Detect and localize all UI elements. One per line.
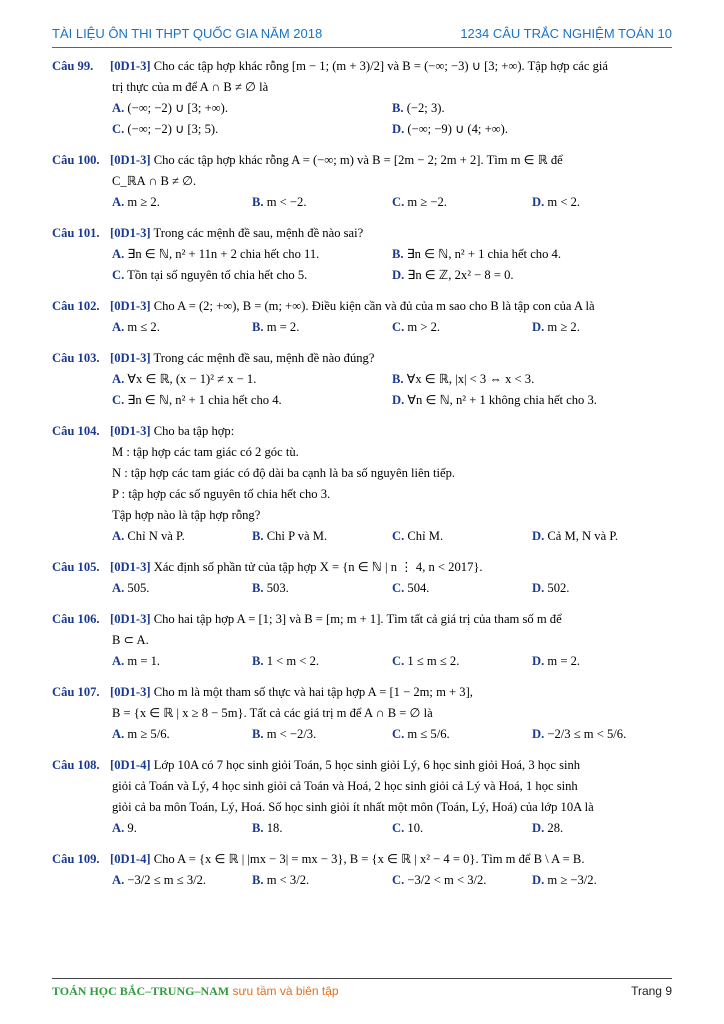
answer-option[interactable] [532, 870, 672, 891]
question-text: M : tập hợp các tam giác có 2 góc tù. [112, 445, 299, 459]
answer-option[interactable] [392, 724, 532, 745]
question-text: Cho các tập hợp khác rỗng A = (−∞; m) và B = [2m − 2; 2m + 2]. Tìm m ∈ ℝ để [153, 153, 563, 167]
option-letter: A. [112, 821, 125, 835]
question-tag: [0D1-4] [110, 852, 151, 866]
option-text: m ≥ 2. [547, 320, 580, 334]
option-letter: D. [532, 727, 545, 741]
option-text: 502. [547, 581, 570, 595]
option-text: m = 1. [127, 654, 161, 668]
answer-option[interactable] [252, 192, 392, 213]
question-tag: [0D1-3] [110, 612, 151, 626]
option-text: ∃n ∈ ℕ, n² + 1 chia hết cho 4. [406, 247, 561, 261]
answer-options [52, 317, 672, 338]
option-text: −3/2 ≤ m ≤ 3/2. [127, 873, 207, 887]
option-letter: B. [392, 247, 404, 261]
option-text: m < −2. [266, 195, 307, 209]
footer-subtitle: sưu tầm và biên tập [229, 984, 339, 998]
answer-option[interactable] [392, 818, 532, 839]
option-letter: C. [392, 581, 405, 595]
question-block [52, 348, 672, 411]
answer-option[interactable] [112, 98, 392, 119]
answer-option[interactable] [392, 526, 532, 547]
question-tag: [0D1-3] [110, 685, 151, 699]
question-block [52, 557, 672, 599]
footer-divider [52, 978, 672, 979]
option-text: (−∞; −9) ∪ (4; +∞). [407, 122, 508, 136]
page-number: Trang 9 [631, 984, 672, 998]
answer-options [52, 578, 672, 599]
option-letter: C. [392, 727, 405, 741]
question-text-line [52, 77, 672, 98]
answer-option[interactable] [112, 265, 392, 286]
answer-option[interactable] [392, 578, 532, 599]
answer-option[interactable] [112, 870, 252, 891]
question-text: P : tập hợp các số nguyên tố chia hết cho 3. [112, 487, 331, 501]
answer-option[interactable] [252, 870, 392, 891]
option-text: m < 3/2. [266, 873, 310, 887]
question-text: Cho A = {x ∈ ℝ | |mx − 3| = mx − 3}, B = {x ∈ ℝ | x² − 4 = 0}. Tìm m để B \ A = B. [153, 852, 585, 866]
question-text: Tập hợp nào là tập hợp rỗng? [112, 508, 261, 522]
question-text: Cho m là một tham số thực và hai tập hợp A = [1 − 2m; m + 3], [153, 685, 473, 699]
answer-options [52, 651, 672, 672]
question-block [52, 150, 672, 213]
option-text: 9. [127, 821, 137, 835]
answer-option[interactable] [112, 317, 252, 338]
question-text-line [52, 703, 672, 724]
option-letter: A. [112, 320, 125, 334]
option-text: ∀n ∈ ℕ, n² + 1 không chia hết cho 3. [407, 393, 597, 407]
option-text: m ≥ 2. [127, 195, 160, 209]
option-letter: B. [392, 372, 404, 386]
option-text: 505. [127, 581, 150, 595]
answer-option[interactable] [252, 818, 392, 839]
question-text-line [52, 776, 672, 797]
question-tag: [0D1-3] [110, 59, 151, 73]
answer-option[interactable] [112, 578, 252, 599]
question-text: Cho A = (2; +∞), B = (m; +∞). Điều kiện cần và đủ của m sao cho B là tập con của A là [153, 299, 595, 313]
answer-option[interactable] [532, 651, 672, 672]
answer-option[interactable] [392, 651, 532, 672]
answer-options [52, 390, 672, 411]
question-text: Xác định số phần tử của tập hợp X = {n ∈ ℕ | n ⋮ 4, n < 2017}. [153, 560, 483, 574]
option-letter: B. [252, 821, 264, 835]
question-list [52, 56, 672, 901]
question-block [52, 421, 672, 547]
answer-option[interactable] [112, 244, 392, 265]
option-letter: B. [252, 581, 264, 595]
answer-option[interactable] [252, 317, 392, 338]
option-letter: D. [392, 393, 405, 407]
option-letter: C. [392, 873, 405, 887]
option-letter: D. [392, 122, 405, 136]
option-letter: A. [112, 195, 125, 209]
question-block [52, 296, 672, 338]
question-text-line [52, 755, 672, 776]
option-text: m ≥ 5/6. [127, 727, 170, 741]
footer-brand: TOÁN HỌC BẮC–TRUNG–NAM sưu tầm và biên tập [52, 984, 339, 998]
answer-options [52, 724, 672, 745]
question-text-line [52, 505, 672, 526]
question-text-line [52, 797, 672, 818]
answer-option[interactable] [392, 98, 672, 119]
question-text-line [52, 682, 672, 703]
option-letter: B. [252, 727, 264, 741]
option-letter: B. [392, 101, 404, 115]
answer-option[interactable] [112, 526, 252, 547]
option-text: ∃n ∈ ℕ, n² + 1 chia hết cho 4. [127, 393, 282, 407]
question-number: Câu 105. [52, 560, 100, 574]
answer-options [52, 369, 672, 390]
question-tag: [0D1-3] [110, 351, 151, 365]
option-letter: A. [112, 529, 125, 543]
question-text-line [52, 348, 672, 369]
option-letter: A. [112, 654, 125, 668]
page-header [52, 26, 672, 48]
option-text: m ≥ −2. [407, 195, 447, 209]
option-text: 1 ≤ m ≤ 2. [407, 654, 460, 668]
answer-option[interactable] [392, 265, 672, 286]
answer-option[interactable] [392, 244, 672, 265]
question-text-line [52, 223, 672, 244]
answer-option[interactable] [392, 870, 532, 891]
question-tag: [0D1-3] [110, 299, 151, 313]
answer-option[interactable] [112, 390, 392, 411]
option-text: m = 2. [547, 654, 581, 668]
question-number: Câu 102. [52, 299, 100, 313]
option-text: (−∞; −2) ∪ [3; 5). [127, 122, 219, 136]
question-block [52, 755, 672, 839]
answer-option[interactable] [392, 317, 532, 338]
answer-option[interactable] [532, 526, 672, 547]
answer-options [52, 244, 672, 265]
answer-option[interactable] [532, 317, 672, 338]
question-number: Câu 104. [52, 424, 100, 438]
question-text: Cho các tập hợp khác rỗng [m − 1; (m + 3)/2] và B = (−∞; −3) ∪ [3; +∞). Tập hợp các giá [153, 59, 609, 73]
question-text: B ⊂ A. [112, 633, 149, 647]
answer-option[interactable] [392, 119, 672, 140]
answer-options [52, 98, 672, 119]
question-text-line [52, 849, 672, 870]
question-block [52, 682, 672, 745]
option-text: m > 2. [407, 320, 441, 334]
option-text: 504. [407, 581, 430, 595]
option-text: ∀x ∈ ℝ, |x| < 3 ⇔ x < 3. [406, 372, 535, 386]
option-letter: A. [112, 873, 125, 887]
option-text: (−∞; −2) ∪ [3; +∞). [127, 101, 228, 115]
answer-option[interactable] [112, 192, 252, 213]
answer-option[interactable] [532, 192, 672, 213]
option-text: Tồn tại số nguyên tố chia hết cho 5. [127, 268, 308, 282]
option-text: Chỉ M. [407, 529, 444, 543]
option-letter: A. [112, 372, 125, 386]
question-text: Cho ba tập hợp: [153, 424, 235, 438]
question-text-line [52, 296, 672, 317]
option-letter: B. [252, 873, 264, 887]
answer-option[interactable] [532, 818, 672, 839]
option-letter: C. [112, 268, 125, 282]
option-text: m ≤ 2. [127, 320, 160, 334]
answer-option[interactable] [112, 119, 392, 140]
option-text: m ≥ −3/2. [547, 873, 597, 887]
question-number: Câu 107. [52, 685, 100, 699]
option-letter: A. [112, 727, 125, 741]
option-text: m = 2. [266, 320, 300, 334]
answer-option[interactable] [112, 724, 252, 745]
answer-options [52, 192, 672, 213]
question-number: Câu 106. [52, 612, 100, 626]
option-text: 1 < m < 2. [266, 654, 320, 668]
question-text-line [52, 630, 672, 651]
question-text-line [52, 484, 672, 505]
option-letter: C. [392, 195, 405, 209]
option-letter: C. [392, 654, 405, 668]
question-number: Câu 101. [52, 226, 100, 240]
question-text: giỏi cả ba môn Toán, Lý, Hoá. Số học sinh giỏi ít nhất một môn (Toán, Lý, Hoá) của lớp 10A là [112, 800, 594, 814]
header-subtitle: 1234 CÂU TRẮC NGHIỆM TOÁN 10 [460, 26, 672, 41]
answer-option[interactable] [392, 369, 672, 390]
option-text: ∃n ∈ ℤ, 2x² − 8 = 0. [407, 268, 514, 282]
option-letter: B. [252, 195, 264, 209]
option-letter: D. [532, 320, 545, 334]
answer-option[interactable] [112, 369, 392, 390]
question-block [52, 849, 672, 891]
question-text-line [52, 421, 672, 442]
answer-options [52, 119, 672, 140]
answer-option[interactable] [392, 390, 672, 411]
question-block [52, 56, 672, 140]
answer-options [52, 526, 672, 547]
question-tag: [0D1-3] [110, 560, 151, 574]
answer-option[interactable] [252, 578, 392, 599]
question-text: Lớp 10A có 7 học sinh giỏi Toán, 5 học sinh giỏi Lý, 6 học sinh giỏi Hoá, 3 học sinh [153, 758, 581, 772]
question-text-line [52, 609, 672, 630]
header-title: TÀI LIỆU ÔN THI THPT QUỐC GIA NĂM 2018 [52, 26, 323, 41]
question-text: Trong các mệnh đề sau, mệnh đề nào sai? [153, 226, 364, 240]
question-text-line [52, 171, 672, 192]
header-divider [52, 47, 672, 48]
option-text: m ≤ 5/6. [407, 727, 450, 741]
option-text: 18. [266, 821, 283, 835]
option-text: 28. [547, 821, 564, 835]
question-text: B = {x ∈ ℝ | x ≥ 8 − 5m}. Tất cả các giá trị m để A ∩ B = ∅ là [112, 706, 433, 720]
question-tag: [0D1-3] [110, 153, 151, 167]
question-text-line [52, 442, 672, 463]
option-text: ∃n ∈ ℕ, n² + 11n + 2 chia hết cho 11. [127, 247, 320, 261]
question-tag: [0D1-4] [110, 758, 151, 772]
option-letter: D. [532, 654, 545, 668]
option-text: (−2; 3). [406, 101, 445, 115]
option-letter: C. [392, 529, 405, 543]
answer-option[interactable] [392, 192, 532, 213]
question-block [52, 223, 672, 286]
answer-options [52, 265, 672, 286]
question-tag: [0D1-3] [110, 424, 151, 438]
question-number: Câu 108. [52, 758, 100, 772]
question-text: trị thực của m để A ∩ B ≠ ∅ là [112, 80, 269, 94]
question-text: giỏi cả Toán và Lý, 4 học sinh giỏi cả Toán và Hoá, 2 học sinh giỏi cả Lý và Hoá, 1 học sinh [112, 779, 578, 793]
question-number: Câu 109. [52, 852, 100, 866]
option-letter: C. [392, 821, 405, 835]
question-text: C_ℝA ∩ B ≠ ∅. [112, 174, 197, 188]
question-block [52, 609, 672, 672]
question-text: Cho hai tập hợp A = [1; 3] và B = [m; m + 1]. Tìm tất cả giá trị của tham số m để [153, 612, 562, 626]
option-text: m < 2. [547, 195, 581, 209]
question-text-line [52, 463, 672, 484]
option-letter: D. [532, 529, 545, 543]
option-letter: B. [252, 654, 264, 668]
option-letter: D. [532, 581, 545, 595]
option-text: Cả M, N và P. [547, 529, 619, 543]
option-letter: C. [112, 122, 125, 136]
option-text: Chỉ P và M. [266, 529, 328, 543]
question-text: N : tập hợp các tam giác có độ dài ba cạnh là ba số nguyên liên tiếp. [112, 466, 456, 480]
option-letter: A. [112, 247, 125, 261]
option-letter: D. [532, 873, 545, 887]
option-text: 10. [407, 821, 424, 835]
option-letter: B. [252, 529, 264, 543]
option-letter: D. [392, 268, 405, 282]
option-text: 503. [266, 581, 289, 595]
answer-options [52, 870, 672, 891]
answer-option[interactable] [112, 651, 252, 672]
option-text: m < −2/3. [266, 727, 317, 741]
option-text: −2/3 ≤ m < 5/6. [547, 727, 627, 741]
answer-option[interactable] [252, 724, 392, 745]
option-letter: B. [252, 320, 264, 334]
option-letter: D. [532, 195, 545, 209]
answer-option[interactable] [112, 818, 252, 839]
answer-options [52, 818, 672, 839]
question-text: Trong các mệnh đề sau, mệnh đề nào đúng? [153, 351, 375, 365]
question-number: Câu 100. [52, 153, 100, 167]
question-tag: [0D1-3] [110, 226, 151, 240]
option-text: Chỉ N và P. [127, 529, 185, 543]
question-text-line [52, 557, 672, 578]
option-letter: A. [112, 581, 125, 595]
option-letter: D. [532, 821, 545, 835]
answer-option[interactable] [532, 724, 672, 745]
question-number: Câu 103. [52, 351, 100, 365]
question-text-line [52, 150, 672, 171]
question-text-line [52, 56, 672, 77]
option-text: ∀x ∈ ℝ, (x − 1)² ≠ x − 1. [127, 372, 257, 386]
question-number: Câu 99. [52, 59, 94, 73]
option-letter: C. [392, 320, 405, 334]
option-text: −3/2 < m < 3/2. [407, 873, 487, 887]
answer-option[interactable] [532, 578, 672, 599]
answer-option[interactable] [252, 526, 392, 547]
option-letter: A. [112, 101, 125, 115]
page-footer [52, 984, 672, 1004]
answer-option[interactable] [252, 651, 392, 672]
option-letter: C. [112, 393, 125, 407]
